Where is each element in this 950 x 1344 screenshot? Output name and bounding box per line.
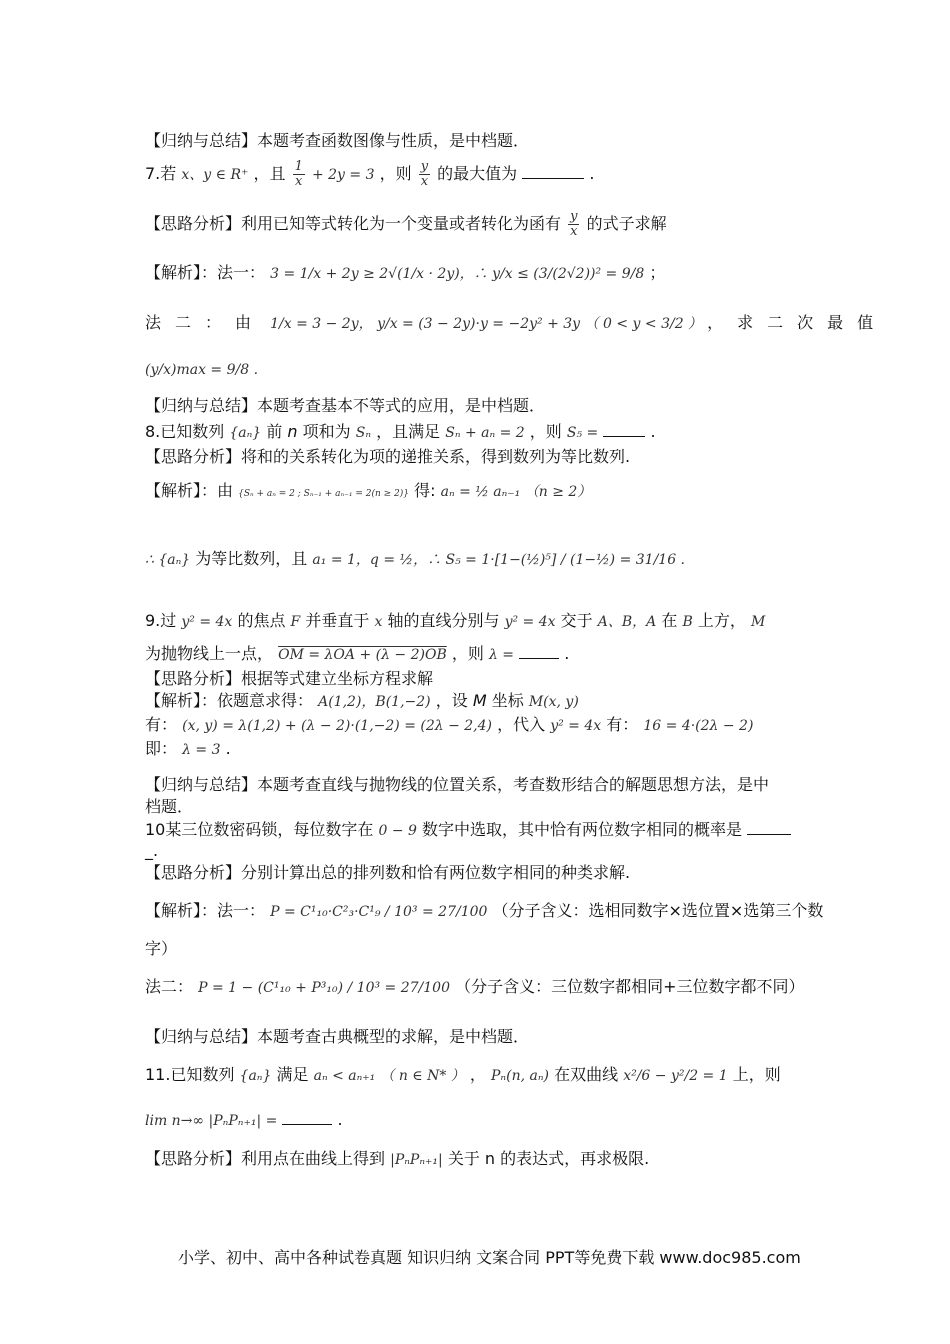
summary-prev: 【归纳与总结】本题考查函数图像与性质，是中档题． [145,131,530,150]
q9-sol3-end: . [225,739,231,758]
q7-sol2-tail: ，求二次最值 [707,313,888,332]
q10-sol2-note: （分子含义：三位数字都相同+三位数字都不同） [455,977,805,996]
q7-summary: 【归纳与总结】本题考查基本不等式的应用，是中档题． [145,396,546,415]
q11-seq: {aₙ} [239,1068,272,1084]
q8-number: 8.已知数列 [145,422,225,441]
question-8 [145,420,656,444]
q9-solution-3 [145,738,231,761]
q7-ask: 的最大值为 [437,164,518,183]
q8-text-3: ，且满足 [376,422,441,441]
q9-analysis: 【思路分析】根据等式建立坐标方程求解 [145,669,434,688]
q7-result-math: (y/x)max = 9/8 . [145,362,259,378]
q10-summary: 【归纳与总结】本题考查古典概型的求解，是中档题． [145,1027,530,1046]
q8-equation: Sₙ + aₙ = 2 [445,425,525,441]
q9-text-8: ，则 [451,644,484,663]
q8-sol-text: 得: [414,481,436,500]
q8-sn: Sₙ [355,425,372,441]
q11-limit: lim n→∞ |PₙPₙ₊₁| = [145,1113,278,1129]
q7-solution-1 [145,262,665,285]
q8-analysis: 【思路分析】将和的关系转化为项的递推关系，得到数列为等比数列. [145,447,631,466]
q9-x-axis: x [374,614,383,630]
q11-domain: （ n ∈ N* ） [380,1068,465,1084]
q7-and: ，且 [253,164,286,183]
q9-answer: λ = 3 [182,742,221,758]
q9-m: M [750,614,766,630]
question-7 [145,160,594,189]
q10-sol1-math: P = C¹₁₀·C²₃·C¹₉ / 10³ = 27/100 [270,904,488,920]
q9-sol2-label: 有： [145,715,178,734]
q9-text-2: 并垂直于 [305,611,370,630]
q9-sol2-text-2: 有： [606,715,639,734]
q9-sol2-parabola: y² = 4x [550,718,602,734]
q9-solution-2 [145,714,753,737]
q11-point: Pₙ(n, aₙ) [491,1068,549,1084]
q9-m-coord: M(x, y) [528,694,579,710]
q11-analysis [145,1148,649,1171]
q9-b: B [682,614,693,630]
q11-text-2: 在双曲线 [554,1065,619,1084]
q9-summary-2: 档题． [145,797,194,816]
q7-fraction-1-over-x: $\frac{1}{x}$ [294,159,303,189]
q10-range: 0 − 9 [378,823,417,839]
q11-number: 11.已知数列 [145,1065,235,1084]
q10-text-1: 10某三位数密码锁，每位数字在 [145,820,374,839]
q11-analysis-tail: 关于 n 的表达式，再求极限. [447,1149,650,1168]
q9-sol-m: M [472,691,487,710]
q7-fraction-y-over-x: $\frac{y}{x}$ [420,159,429,189]
q9-sol-text-1: ，设 [435,691,468,710]
q7-sol1-end: ； [649,263,666,282]
q7-condition: x、y ∈ R⁺ [181,167,249,183]
q8-recurrence: aₙ = ½ aₙ₋₁ （n ≥ 2） [440,484,592,500]
q7-sol2-math: 1/x = 3 − 2y， y/x = (3 − 2y)·y = −2y² + 3y （ 0 < y < 3/2 ） [270,316,703,332]
q9-sol2-equation: 16 = 4·(2λ − 2) [643,718,754,734]
q9-sol2-math: (x, y) = λ(1,2) + (λ − 2)·(1,−2) = (2λ − 2,4) [182,718,492,734]
q10-text-2: 数字中选取，其中恰有两位数字相同的概率是 [422,820,743,839]
q11-text-3: 上，则 [732,1065,781,1084]
q7-sol1-math: 3 = 1/x + 2y ≥ 2√(1/x · 2y)，∴ y/x ≤ (3/(2√2))² = 9/8 [270,266,645,282]
q10-sol1-label: 【解析】：法一： [145,901,266,920]
q9-summary: 【归纳与总结】本题考查直线与抛物线的位置关系，考查数形结合的解题思想方法，是中 [145,775,770,794]
q9-text-3: 轴的直线分别与 [387,611,500,630]
q9-sol2-text: ，代入 [497,715,546,734]
q9-text-6: 上方， [697,611,746,630]
q9-text-7: 为抛物线上一点， [145,644,274,663]
q7-analysis-text: 【思路分析】利用已知等式转化为一个变量或者转化为函有 [145,214,562,233]
q7-number: 7.若 [145,164,177,183]
answer-blank [747,818,791,835]
question-10-cont: _. [145,841,159,860]
q7-analysis-tail: 的式子求解 [586,214,667,233]
question-9-cont [145,642,569,666]
q7-period: . [589,164,595,183]
q9-focus: F [290,614,301,630]
q10-sol1-note: （分子含义：选相同数字×选位置×选第三个数 [492,901,824,920]
q8-solution [145,480,591,505]
q11-increasing: aₙ < aₙ₊₁ [313,1068,376,1084]
q7-sol2-label: 法二：由 [145,313,266,332]
q11-analysis-text: 【思路分析】利用点在曲线上得到 [145,1149,386,1168]
q9-period: . [564,644,570,663]
q10-analysis: 【思路分析】分别计算出总的排列数和恰有两位数字相同的种类求解. [145,863,631,882]
q8-seq: {aₙ} [229,425,262,441]
q8-period: . [650,422,656,441]
q10-sol2-math: P = 1 − (C¹₁₀ + P³₁₀) / 10³ = 27/100 [198,980,450,996]
q9-parabola: y² = 4x [181,614,233,630]
q9-solution [145,690,579,713]
q9-text-1: 的焦点 [237,611,286,630]
q11-period: . [337,1110,343,1129]
q10-solution-2 [145,976,805,999]
q9-vector-equation: OM = λOA + (λ − 2)OB [278,647,447,663]
q9-text-5: 在 [661,611,678,630]
q8-text-1: 前 [266,422,283,441]
q11-distance: |PₙPₙ₊₁| [390,1152,443,1168]
q9-ab: A(1,2)，B(1,−2) [318,694,431,710]
q8-sol-label: 【解析】：由 [145,481,234,500]
q8-conclusion [145,548,685,571]
answer-blank [603,420,645,437]
q8-s5-calc: a₁ = 1，q = ½，∴ S₅ = 1·[1−(½)⁵] / (1−½) = 31/16 . [312,552,685,568]
q9-sol-label: 【解析】：依题意求得： [145,691,314,710]
answer-blank [519,642,559,659]
q9-text-4: 交于 [560,611,593,630]
q8-n: n [287,422,298,441]
q8-system: {Sₙ + aₙ = 2 ; Sₙ₋₁ + aₙ₋₁ = 2(n ≥ 2)} [238,489,409,499]
question-10 [145,818,791,842]
answer-blank [522,162,584,179]
question-11-cont [145,1108,343,1132]
q11-text-1: 满足 [276,1065,309,1084]
q10-sol2-label: 法二： [145,977,194,996]
q7-sol1-label: 【解析】：法一： [145,263,266,282]
q7-analysis [145,210,667,239]
q9-parabola-2: y² = 4x [504,614,556,630]
q11-hyperbola: x²/6 − y²/2 = 1 [623,1068,728,1084]
question-11 [145,1064,781,1087]
q8-seq-therefore: ∴ {aₙ} [145,552,191,568]
q8-conclusion-text: 为等比数列，且 [195,549,308,568]
q7-solution-2 [145,312,887,335]
q10-solution-1 [145,900,823,923]
q7-analysis-fraction: $\frac{y}{x}$ [570,209,578,239]
q9-points: A、B，A [597,614,657,630]
q9-sol-text-2: 坐标 [491,691,524,710]
q9-number: 9.过 [145,611,177,630]
q8-text-4: ，则 [529,422,562,441]
q7-then: ，则 [379,164,412,183]
page-footer: 小学、初中、高中各种试卷真题 知识归纳 文案合同 PPT等免费下载 www.doc985.com [178,1248,801,1267]
q8-text-2: 项和为 [302,422,351,441]
q9-lambda: λ = [488,647,515,663]
question-9 [145,610,765,633]
q7-equation: + 2y = 3 [311,167,375,183]
answer-blank [282,1108,332,1125]
q7-result [145,358,258,381]
q11-comma: ， [469,1065,486,1084]
q9-sol3-label: 即： [145,739,178,758]
q8-s5: S₅ = [566,425,599,441]
q10-solution-1-cont: 字） [145,939,178,958]
